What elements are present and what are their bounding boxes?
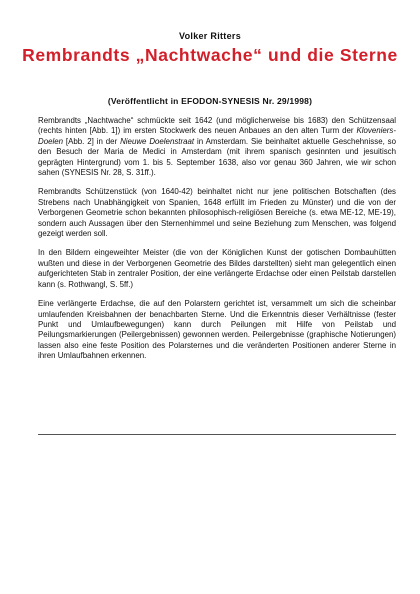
paragraph-1-italic-kloveniers: Kloveniers-Doelen: [38, 126, 396, 146]
paragraph-1-italic-street: Nieuwe Doelenstraat: [120, 136, 195, 146]
paragraph-3: In den Bildern eingeweihter Meister (die von der Königlichen Kunst der gotischen Dombauhütten wußten und diese in der Verborgenen Geometrie des Bildes darstellten) sieht man gelegentlich einen aufgerichteten Stab in zentraler Position, der eine verlängerte Erdachse oder einen Peilstab darstellen kann (s. Rothwangl, S. 5ff.): [38, 248, 396, 289]
paragraph-2: Rembrandts Schützenstück (von 1640-42) beinhaltet nicht nur jene politischen Botschaften (des Strebens nach Unabhängigkeit von Spanien, 1648 erfüllt im Frieden zu Münster) und die von der Verborgenen Geometrie schon bekannten philosophisch-religiösen Bereiche (s. etwa ME-12, ME-19), sondern auch Aussagen über den Sternenhimmel und seine Beziehung zum Menschen, was folgend gezeigt werden soll.: [38, 187, 396, 239]
publication-note: (Veröffentlicht in EFODON-SYNESIS Nr. 29/1998): [107, 96, 313, 106]
body-text: [38, 116, 396, 371]
paragraph-1-text-b: [Abb. 2] in der: [63, 136, 121, 146]
paragraph-4: Eine verlängerte Erdachse, die auf den Polarstern gerichtet ist, versammelt um sich die scheinbar umlaufenden Kreisbahnen der benachbarten Sterne. Und die Erkenntnis dieser Verhältnisse (fester Punkt und Umlaufbewegungen) kann durch Peilungen mit Hilfe von Peilstab und Peilungsmarkierungen (Peilergebnissen) gewonnen werden. Peilergebnisse (graphische Notierungen) lassen also eine feste Position des Polarsternes und die veränderten Positionen anderer Sterne in ihren Umlaufbahnen erkennen.: [38, 299, 396, 361]
horizontal-rule: [38, 434, 396, 435]
paragraph-1-text-a: Rembrandts „Nachtwache“ schmückte seit 1642 (und möglicherweise bis 1683) den Schützensaal (rechts hinten [Abb. 1]) im ersten Stockwerk des neuen Anbaues an den alten Turm der: [38, 116, 396, 136]
paragraph-1: [38, 116, 396, 178]
paragraph-1-text-c: in Amsterdam. Sie beinhaltet aktuelle Geschehnisse, so den Besuch der Maria de Medici in Amsterdam (mit ihrem spanisch gesinnten und jesuitisch geprägten Hintergrund) vom 1. bis 5. September 1638, also vor genau 360 Jahren, wie wir schon sahen (SYNESIS Nr. 28, S. 31ff.).: [38, 136, 397, 178]
author-name: Volker Ritters: [178, 31, 242, 41]
document-title: Rembrandts „Nachtwache“ und die Sterne: [22, 45, 398, 65]
